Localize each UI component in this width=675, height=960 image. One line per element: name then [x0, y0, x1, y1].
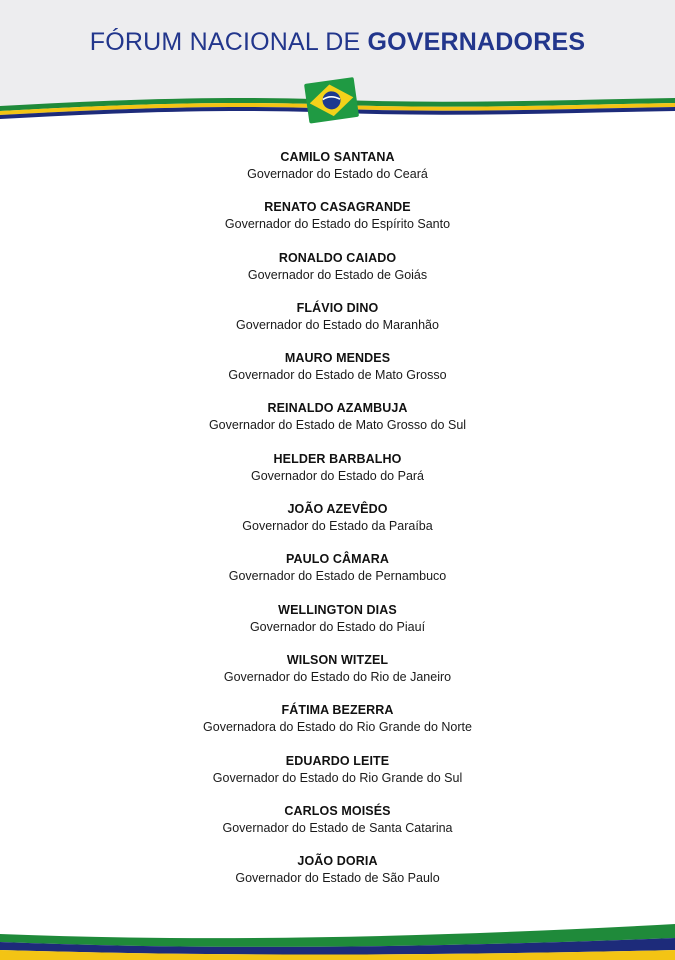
governor-role: Governador do Estado do Rio Grande do Sul	[212, 770, 463, 785]
governor-role: Governadora do Estado do Rio Grande do Norte	[203, 720, 472, 735]
list-item	[0, 400, 675, 450]
list-item	[0, 501, 675, 551]
governor-role: Governador do Estado de Santa Catarina	[222, 820, 453, 835]
governor-name: FLÁVIO DINO	[296, 300, 379, 315]
list-item	[0, 551, 675, 601]
governor-role: Governador do Estado do Pará	[250, 468, 425, 483]
governor-role: Governador do Estado do Piauí	[249, 619, 426, 634]
governor-name: CARLOS MOISÉS	[284, 803, 391, 818]
page-title-light: FÓRUM NACIONAL DE	[89, 28, 361, 56]
governor-name: WELLINGTON DIAS	[278, 602, 397, 617]
governor-name: FÁTIMA BEZERRA	[281, 703, 394, 718]
list-item	[0, 250, 675, 300]
list-item	[0, 803, 675, 853]
governor-name: REINALDO AZAMBUJA	[267, 401, 408, 416]
list-item	[0, 702, 675, 752]
governor-name: HELDER BARBALHO	[273, 451, 402, 466]
list-item	[0, 350, 675, 400]
page-title	[0, 28, 675, 57]
governor-name: JOÃO DORIA	[297, 854, 378, 869]
governor-name: EDUARDO LEITE	[285, 753, 390, 768]
governor-name: PAULO CÂMARA	[285, 552, 390, 567]
list-item	[0, 753, 675, 803]
footer-wave-stripe	[0, 912, 675, 960]
governor-role: Governador do Estado de Pernambuco	[228, 569, 447, 584]
page-title-bold: GOVERNADORES	[367, 28, 586, 56]
governor-name: JOÃO AZEVÊDO	[287, 502, 388, 517]
governor-name: CAMILO SANTANA	[280, 150, 395, 164]
list-item	[0, 199, 675, 249]
governor-name: RENATO CASAGRANDE	[264, 200, 411, 215]
list-item	[0, 451, 675, 501]
governor-name: MAURO MENDES	[284, 351, 391, 366]
header-wave-stripe	[0, 70, 675, 150]
list-item	[0, 149, 675, 199]
governor-role: Governador do Estado de Mato Grosso do Sul	[208, 418, 467, 433]
list-item	[0, 652, 675, 702]
governor-role: Governador do Estado de Mato Grosso	[228, 368, 447, 383]
list-item	[0, 602, 675, 652]
governor-name: WILSON WITZEL	[286, 652, 389, 667]
governor-role: Governador do Estado de Goiás	[247, 267, 428, 282]
governor-role: Governador do Estado do Rio de Janeiro	[223, 669, 452, 684]
governors-list	[0, 149, 675, 903]
governor-role: Governador do Estado de São Paulo	[235, 871, 440, 886]
governor-role: Governador do Estado do Espírito Santo	[224, 217, 451, 232]
governor-role: Governador do Estado do Maranhão	[236, 317, 439, 332]
governor-role: Governador do Estado do Ceará	[247, 167, 428, 181]
list-item	[0, 853, 675, 903]
governor-role: Governador do Estado da Paraíba	[242, 519, 433, 534]
list-item	[0, 300, 675, 350]
governor-name: RONALDO CAIADO	[278, 250, 397, 265]
